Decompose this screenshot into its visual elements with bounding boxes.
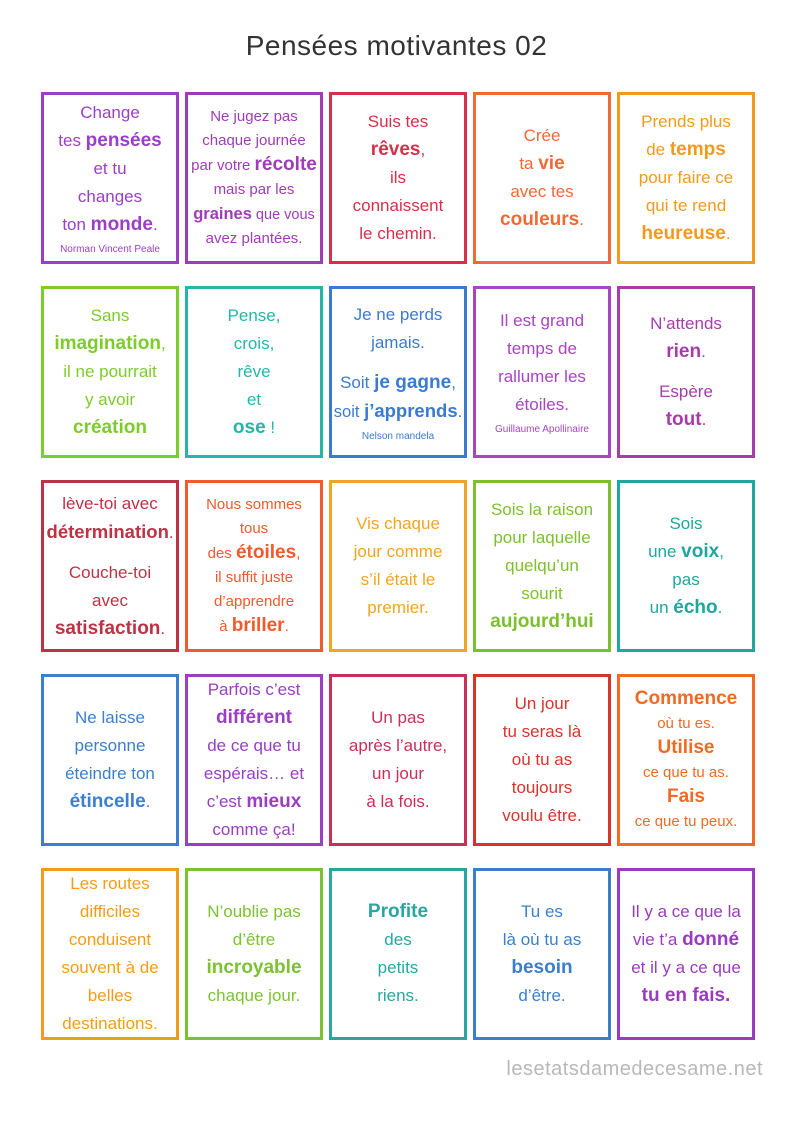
quote-text: sourit: [521, 584, 563, 603]
quote-card-grid: [41, 92, 755, 1040]
quote-text: une: [648, 542, 682, 561]
quote-text: Il y a ce que la: [631, 902, 741, 921]
quote-text: où tu as: [511, 750, 573, 769]
quote-line: [210, 105, 298, 129]
quote-line: [510, 178, 573, 206]
quote-emphasis: étincelle: [69, 791, 146, 812]
quote-line: [69, 559, 151, 587]
quote-emphasis: briller: [231, 615, 285, 636]
quote-text-after: .: [168, 523, 174, 542]
quote-line: [206, 493, 302, 517]
quote-card: [41, 674, 179, 846]
quote-line: [206, 227, 303, 251]
quote-line: [93, 155, 126, 183]
quote-emphasis: Fais: [666, 785, 706, 807]
quote-text-after: .: [701, 410, 707, 429]
quote-text: pour faire ce: [638, 168, 734, 187]
quote-emphasis: détermination: [46, 520, 169, 542]
quote-line: [507, 335, 577, 363]
quote-line: [202, 129, 305, 153]
quote-line: [191, 153, 317, 178]
quote-emphasis: tout: [665, 409, 702, 430]
quote-text: rallumer les: [498, 367, 586, 386]
quote-card: [617, 674, 755, 846]
quote-text: c’est: [206, 792, 247, 811]
quote-line: [80, 898, 140, 926]
quote-text: Pense,: [227, 306, 281, 325]
quote-emphasis: monde: [90, 214, 153, 235]
quote-line: [334, 397, 462, 426]
quote-text: et il y a ce que: [631, 958, 741, 977]
quote-line: [642, 982, 731, 1010]
quote-text: Vis chaque: [356, 514, 440, 533]
quote-line: [215, 566, 293, 590]
quote-card: [185, 92, 323, 264]
quote-text: comme ça!: [212, 820, 296, 839]
quote-text-after: .: [579, 210, 584, 229]
quote-card: [617, 480, 755, 652]
quote-text: un: [649, 598, 674, 617]
quote-text: Je ne perds: [353, 304, 443, 324]
quote-line: [650, 310, 722, 338]
quote-text: Change: [80, 103, 140, 122]
quote-line: [498, 363, 586, 391]
quote-text: voulu être.: [502, 806, 582, 825]
quote-line: [672, 566, 699, 594]
quote-line: [228, 302, 281, 330]
quote-text: Les routes: [70, 874, 150, 893]
quote-text: avec: [92, 590, 128, 610]
quote-line: [524, 122, 561, 150]
quote-text-after: .: [145, 792, 151, 811]
quote-emphasis: rien: [666, 341, 702, 362]
quote-line: [61, 954, 158, 982]
quote-text: s’il était le: [360, 570, 436, 589]
quote-line: [511, 954, 572, 982]
quote-text: y avoir: [84, 390, 136, 409]
quote-emphasis: rêves: [370, 139, 421, 160]
quote-card: [473, 674, 611, 846]
quote-line: [519, 150, 564, 178]
quote-line: [500, 307, 584, 335]
quote-text: qui te rend: [645, 196, 727, 215]
quote-line: [666, 338, 706, 366]
quote-author: Nelson mandela: [361, 430, 435, 442]
quote-text: avez plantées.: [205, 230, 303, 247]
quote-text: rêve: [237, 362, 271, 381]
quote-text-after: ,: [296, 545, 301, 562]
quote-card: [617, 868, 755, 1040]
quote-text: personne: [74, 736, 146, 755]
quote-card: [185, 286, 323, 458]
quote-emphasis: étoiles: [235, 542, 297, 563]
quote-text: où tu es.: [657, 714, 715, 732]
quote-text: des: [384, 930, 412, 949]
quote-text: Sois: [669, 514, 703, 533]
quote-line: [635, 810, 738, 834]
quote-text: chaque jour.: [207, 986, 301, 1005]
quote-line: [204, 760, 304, 788]
quote-line: [240, 517, 268, 541]
quote-card: [617, 286, 755, 458]
quote-text: mais par les: [213, 181, 295, 198]
quote-line: [208, 541, 301, 566]
quote-line: [493, 524, 590, 552]
quote-line: [377, 982, 419, 1010]
quote-card: [185, 868, 323, 1040]
quote-line: [359, 220, 436, 248]
quote-text: N’attends: [650, 314, 722, 333]
quote-card: [473, 868, 611, 1040]
quote-author: Guillaume Apollinaire: [495, 424, 589, 435]
quote-text: connaissent: [352, 196, 444, 215]
quote-text: premier.: [367, 598, 429, 617]
quote-line: [216, 704, 292, 732]
quote-text: de ce que tu: [207, 736, 301, 755]
quote-card: [473, 480, 611, 652]
quote-text: à la fois.: [366, 792, 430, 811]
quote-text: Un jour: [514, 694, 570, 713]
quote-text: il ne pourrait: [63, 362, 157, 381]
quote-line: [515, 690, 570, 718]
quote-card: [329, 286, 467, 458]
quote-text-after: .: [457, 402, 463, 421]
quote-line: [491, 496, 593, 524]
quote-line: [378, 954, 419, 982]
quote-text: d’apprendre: [213, 593, 295, 610]
quote-line: [63, 358, 157, 386]
quote-text: difficiles: [79, 902, 141, 921]
quote-line: [237, 358, 270, 386]
quote-line: [75, 704, 145, 732]
quote-line: [62, 211, 157, 239]
quote-line: [92, 587, 128, 615]
quote-text-after: ,: [451, 372, 456, 392]
quote-text: conduisent: [68, 930, 152, 949]
quote-text: Crée: [523, 126, 561, 145]
quote-emphasis: Commence: [634, 687, 738, 709]
quote-text: belles: [87, 986, 133, 1005]
quote-text: à: [219, 618, 232, 635]
quote-card: [41, 868, 179, 1040]
quote-line: [70, 788, 151, 816]
page-title: Pensées motivantes 02: [245, 30, 548, 61]
quote-line: [91, 302, 130, 330]
quote-card: [329, 92, 467, 264]
quote-line: [354, 538, 443, 566]
quote-line: [643, 761, 729, 785]
quote-line: [503, 926, 581, 954]
quote-line: [207, 898, 301, 926]
quote-card: [473, 92, 611, 264]
quote-emphasis: différent: [216, 707, 292, 728]
quote-line: [65, 760, 155, 788]
quote-text: Prends plus: [641, 112, 731, 131]
quote-line: [631, 898, 741, 926]
quote-card: [329, 674, 467, 846]
quote-line: [366, 788, 429, 816]
quote-line: [384, 926, 411, 954]
quote-text: pas: [672, 570, 700, 589]
quote-card: [185, 674, 323, 846]
quote-emphasis: je gagne: [374, 371, 452, 393]
quote-line: [361, 566, 436, 594]
quote-line: [641, 108, 731, 136]
quote-line: [635, 687, 737, 712]
quote-text: le chemin.: [359, 224, 437, 243]
footer-website: lesetatsdamedecesame.net: [506, 1058, 763, 1080]
quote-text: pour laquelle: [493, 528, 591, 547]
quote-line: [214, 178, 295, 202]
quote-line: [631, 954, 741, 982]
quote-text: Un pas: [371, 708, 425, 727]
quote-text: tous: [239, 520, 269, 537]
quote-text: avec tes: [510, 182, 574, 201]
quote-line: [233, 926, 276, 954]
quote-text: d’être.: [518, 986, 566, 1005]
quote-text: quelqu’un: [505, 556, 579, 575]
quote-text: riens.: [377, 986, 419, 1005]
quote-text: des: [207, 545, 236, 562]
quote-line: [657, 736, 714, 761]
quote-line: [505, 552, 579, 580]
quote-text: tes: [58, 131, 86, 150]
quote-line: [70, 870, 149, 898]
quote-line: [208, 982, 301, 1010]
quote-text: Suis tes: [367, 112, 429, 131]
quote-text: éteindre ton: [65, 764, 155, 783]
quote-emphasis: couleurs: [500, 209, 580, 230]
quote-text: Tu es: [521, 902, 563, 921]
quote-line: [371, 329, 425, 357]
quote-text-after: .: [725, 224, 731, 243]
quote-line: [371, 704, 425, 732]
quote-line: [75, 732, 146, 760]
quote-text: d’être: [232, 930, 276, 949]
quote-text: ton: [62, 215, 91, 234]
quote-text: soit: [333, 402, 365, 421]
quote-line: [659, 378, 713, 406]
quote-text: Couche-toi: [68, 562, 152, 582]
quote-line: [502, 802, 581, 830]
quote-text-after: .: [284, 618, 289, 635]
quote-emphasis: aujourd’hui: [490, 611, 594, 632]
quote-text-after: ,: [420, 140, 426, 159]
quote-line: [666, 406, 707, 434]
quote-text: après l’autre,: [348, 736, 448, 755]
quote-line: [62, 490, 157, 518]
quote-line: [368, 108, 428, 136]
quote-text: Soit: [340, 372, 375, 392]
quote-text-after: .: [717, 598, 723, 617]
quote-line: [340, 369, 456, 397]
quote-card: [473, 286, 611, 458]
quote-line: [208, 676, 301, 704]
quote-line: [58, 127, 161, 155]
quote-card: [41, 92, 179, 264]
quote-card: [41, 286, 179, 458]
quote-line: [521, 580, 563, 608]
quote-text: lève-toi avec: [62, 493, 158, 513]
quote-line: [646, 192, 726, 220]
quote-emphasis: voix: [681, 541, 720, 562]
quote-line: [354, 301, 443, 329]
quote-text-after: !: [265, 418, 276, 437]
quote-line: [512, 746, 573, 774]
quote-text: Il est grand: [499, 311, 585, 330]
quote-line: [518, 982, 565, 1010]
quote-card: [41, 480, 179, 652]
quote-text: souvent à de: [61, 958, 159, 977]
quote-line: [639, 164, 734, 192]
quote-text: étoiles.: [515, 395, 569, 414]
quote-text-after: ,: [719, 542, 724, 561]
quote-text: Parfois c’est: [207, 680, 301, 699]
quote-card: [329, 868, 467, 1040]
quote-text: crois,: [233, 334, 275, 353]
quote-line: [368, 898, 428, 926]
quote-line: [80, 99, 140, 127]
quote-text: et tu: [93, 159, 127, 178]
quote-text: Sans: [90, 306, 130, 325]
quote-text: vie t’a: [632, 930, 683, 949]
quote-emphasis: tu en fais.: [641, 985, 731, 1006]
quote-line: [193, 202, 315, 227]
quote-line: [646, 136, 726, 164]
quote-line: [650, 594, 723, 622]
quote-line: [207, 732, 301, 760]
quote-text: Ne jugez pas: [210, 108, 298, 125]
quote-line: [212, 816, 295, 844]
quote-text: petits: [377, 958, 419, 977]
quote-emphasis: vie: [538, 153, 565, 174]
quote-card: [329, 480, 467, 652]
quote-emphasis: besoin: [511, 957, 573, 978]
quote-text: temps de: [507, 339, 577, 358]
quote-text: espérais… et: [203, 764, 305, 783]
quote-emphasis: Utilise: [657, 736, 715, 758]
quote-line: [219, 614, 289, 639]
quote-text: destinations.: [62, 1014, 158, 1033]
quote-emphasis: j’apprends: [364, 399, 458, 421]
quote-line: [247, 386, 261, 414]
quote-line: [69, 926, 151, 954]
quote-line: [85, 386, 135, 414]
quote-line: [349, 732, 447, 760]
quote-line: [512, 774, 572, 802]
quote-line: [500, 206, 584, 234]
quote-line: [490, 608, 593, 636]
quote-text: jour comme: [353, 542, 443, 561]
quote-text: il suffit juste: [214, 569, 294, 586]
quote-emphasis: graines: [193, 205, 252, 223]
quote-line: [234, 330, 275, 358]
quote-emphasis: incroyable: [206, 957, 302, 978]
quote-line: [669, 510, 702, 538]
quote-emphasis: écho: [673, 597, 718, 618]
quote-emphasis: temps: [669, 139, 726, 160]
quote-line: [648, 538, 724, 566]
quote-line: [206, 954, 301, 982]
quote-text: un jour: [372, 764, 424, 783]
quote-line: [47, 518, 174, 547]
quote-line: [657, 712, 715, 736]
quote-line: [233, 414, 275, 442]
quote-line: [521, 898, 563, 926]
quote-text: ce que tu peux.: [634, 812, 738, 830]
quote-text: ta: [519, 154, 539, 173]
quote-author: Norman Vincent Peale: [60, 244, 160, 255]
quote-text: N’oublie pas: [207, 902, 301, 921]
quote-line: [78, 183, 142, 211]
quote-line: [88, 982, 132, 1010]
quote-emphasis: pensées: [85, 130, 162, 151]
quote-card: [185, 480, 323, 652]
quote-text: de: [646, 140, 670, 159]
quote-line: [641, 220, 730, 248]
quote-line: [367, 594, 428, 622]
quote-line: [73, 414, 147, 442]
quote-emphasis: création: [73, 417, 147, 438]
quote-line: [390, 164, 406, 192]
quote-line: [214, 590, 294, 614]
quote-emphasis: récolte: [254, 154, 317, 175]
quote-emphasis: ose: [232, 417, 266, 438]
quote-text: et: [246, 390, 262, 409]
quote-line: [667, 785, 705, 810]
quote-emphasis: mieux: [246, 791, 302, 812]
quote-line: [503, 718, 581, 746]
quote-text: Ne laisse: [75, 708, 145, 727]
quote-emphasis: donné: [682, 929, 740, 950]
quote-line: [54, 330, 165, 358]
quote-line: [372, 760, 424, 788]
quote-text: changes: [77, 187, 143, 206]
quote-text: par votre: [191, 157, 255, 174]
quote-line: [515, 391, 569, 419]
quote-line: [356, 510, 440, 538]
quote-text-after: .: [701, 342, 706, 361]
quote-line: [207, 788, 302, 816]
quote-emphasis: imagination: [54, 333, 161, 354]
quote-line: [62, 1010, 157, 1038]
quote-emphasis: satisfaction: [54, 617, 161, 639]
quote-text: ils: [389, 168, 407, 187]
quote-text: Sois la raison: [490, 500, 594, 519]
quote-card: [617, 92, 755, 264]
quote-text: toujours: [511, 778, 573, 797]
quote-emphasis: Profite: [367, 901, 429, 922]
quote-text: là où tu as: [502, 930, 582, 949]
quote-text: jamais.: [371, 332, 425, 352]
quote-text-after: ,: [160, 334, 166, 353]
quote-emphasis: heureuse: [641, 223, 726, 244]
quote-text-after: .: [160, 618, 166, 638]
quote-text: chaque journée: [202, 132, 306, 149]
quote-text: ce que tu as.: [643, 763, 729, 781]
quote-text: Espère: [659, 382, 713, 401]
quote-line: [633, 926, 739, 954]
quote-text-after: que vous: [251, 207, 315, 223]
quote-text: tu seras là: [502, 722, 582, 741]
quote-line: [371, 136, 425, 164]
quote-text: Nous sommes: [206, 496, 302, 513]
quote-line: [353, 192, 444, 220]
quote-line: [55, 615, 165, 643]
quote-text-after: .: [152, 215, 158, 234]
